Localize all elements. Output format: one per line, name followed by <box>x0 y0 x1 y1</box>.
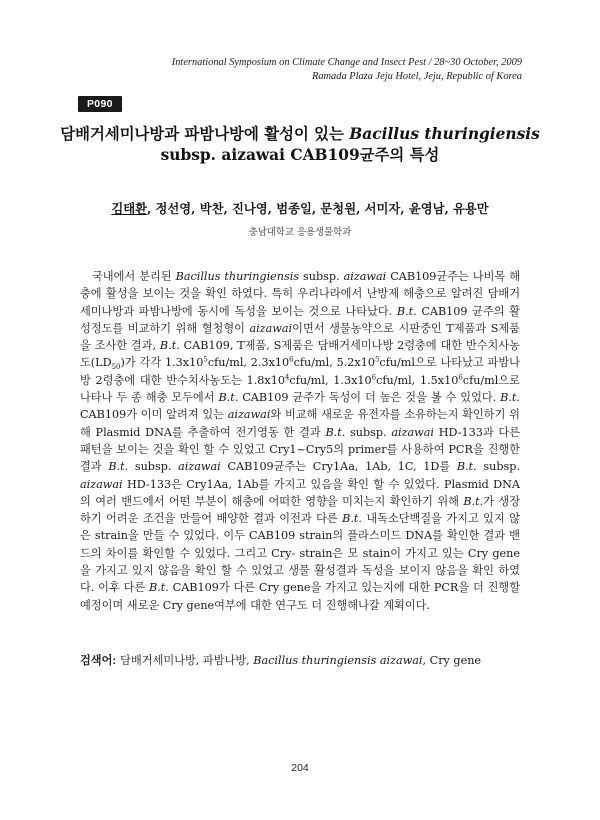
abstract-text-run: 5 <box>203 355 208 364</box>
first-author: 김태환 <box>111 201 147 216</box>
abstract-text-run: 국내에서 분리된 <box>92 270 176 283</box>
abstract-text-run: 6 <box>289 355 294 364</box>
paper-title <box>60 124 540 166</box>
abstract-text-run: CAB109균주는 Cry1Aa, 1Ab, 1C, 1D를 <box>220 460 457 474</box>
abstract-text-run: B.t. <box>149 581 169 595</box>
title-species: Bacillus thuringiensis <box>349 125 540 143</box>
abstract-text-run: aizawai <box>391 425 435 439</box>
abstract-text-run: 5 <box>374 355 380 364</box>
conference-venue: Ramada Plaza Jeju Hotel, Jeju, Republic of Korea <box>312 71 522 82</box>
abstract-text-run: 이면서 생물농약으로 시판중인 T제품과 S제품을 조사한 결과, <box>80 321 520 353</box>
abstract-text-run: subsp. <box>476 460 520 474</box>
keywords-label: 검색어: <box>80 655 117 667</box>
co-authors: , 정선영, 박찬, 진나영, 범종일, 문청원, 서미자, 윤영남, 유용만 <box>146 201 489 216</box>
abstract-body <box>80 268 520 614</box>
abstract-text-run: cfu/ml으로 나타났고 파밤나방 2령충에 대한 반수치사농도는 1.8x10 <box>80 356 520 387</box>
abstract-text-run: subsp. <box>128 460 179 474</box>
conference-header <box>172 56 522 84</box>
abstract-text-run: 와 비교해 새로운 유전자를 소유하는지 확인하기 위해 Plasmid DNA를 추출하여 전기영동 한 결과 <box>80 408 520 439</box>
abstract-text-run: CAB109 균주의 활성정도를 비교하기 위해 혈청형이 <box>80 304 520 335</box>
abstract-text-run: aizawai <box>343 270 387 283</box>
abstract-text-run: B.t. <box>500 391 520 405</box>
title-part: subsp. aizawai CAB109균주의 특성 <box>160 146 440 164</box>
abstract-text-run: Bacillus thuringiensis <box>175 270 300 283</box>
abstract-text-run: aizawai <box>80 477 123 491</box>
abstract-text-run: 4 <box>284 373 290 382</box>
abstract-text-run: HD-133과 다른 패턴을 보이는 것을 확인 할 수 있었고 Cry1~Cry5의 primer를 사용하여 PCR을 진행한 결과 <box>80 425 521 474</box>
abstract-text-run: B.t. <box>463 494 484 508</box>
abstract-text-run: B.t. <box>456 460 477 474</box>
abstract-text-run: B.t. <box>108 460 129 474</box>
abstract-text-run: 내독소단백질을 가지고 있지 않은 strain을 만들 수 있었다. 이두 CAB109 strain의 플라스미드 DNA를 확인한 결과 밴드의 차이를 확인할 수 있었다. 그리고 Cry- strain은 모 stain이 가지고 있는 Cry gene을 가지고 있지 않음을 확인 할 수 있었고 생물 활성결과 독성을 보이지 않음을 확인 하였다. 이후 다른 <box>80 512 520 595</box>
abstract-text-run: 가 생장하기 어려운 조건을 만들어 배양한 결과 이전과 다른 <box>80 494 521 526</box>
abstract-text-run: CAB109균주는 나비목 해충에 활성을 보이는 것을 확인 하였다. 특히 우리나라에서 난방제 해충으로 알려진 담배거세미나방과 파밤나방에 동시에 독성을 보이는 것으로 나타났다. <box>80 270 521 318</box>
abstract-text-run: subsp. <box>299 270 344 283</box>
title-part: 담배거세미나방과 파밤나방에 활성이 있는 <box>60 125 350 143</box>
abstract-text-run: cfu/ml, 2.3x10 <box>207 356 290 370</box>
abstract-text-run: 50 <box>111 363 121 372</box>
abstract-text-run: CAB109가 다른 Cry gene을 가지고 있는지에 대한 PCR을 더 진행할 예정이며 새로운 Cry gene여부에 대한 연구도 더 진행해나갈 계획이다. <box>80 581 520 612</box>
abstract-text-run: B.t. <box>218 391 239 405</box>
abstract-text-run: 6 <box>458 373 463 382</box>
conference-name: International Symposium on Climate Change and Insect Pest / 28~30 October, 2009 <box>171 57 522 68</box>
abstract-text-run: cfu/ml, 1.5x10 <box>376 373 459 387</box>
abstract-text-run: aizawai <box>249 321 293 335</box>
abstract-text-run: B.t. <box>159 339 180 353</box>
abstract-text-run: CAB109가 이미 알려져 있는 <box>80 408 228 422</box>
keywords-text: , Cry gene <box>422 654 482 667</box>
abstract-text-run: cfu/ml으로 나타나 두 종 해충 모두에서 <box>80 373 520 405</box>
abstract-text-run: aizawai <box>227 408 271 422</box>
poster-id-badge: P090 <box>78 96 122 112</box>
abstract-text-run: B.t. <box>396 304 417 318</box>
affiliation: 충남대학교 응용생물학과 <box>248 227 352 238</box>
page-number: 204 <box>291 762 309 774</box>
keywords-text: 담배거세미나방, 파밤나방, <box>120 654 254 667</box>
abstract-text-run: subsp. <box>345 425 392 439</box>
abstract-text-run: )가 각각 1.3x10 <box>120 356 204 370</box>
abstract-text-run: B.t. <box>342 512 362 526</box>
abstract-text-run: CAB109, T제품, S제품은 담배거세미나방 2령충에 대한 반수치사농도(LD <box>80 339 520 370</box>
abstract-text-run: cfu/ml, 1.3x10 <box>289 373 372 387</box>
abstract-text-run: CAB109 균주가 독성이 더 높은 것을 볼 수 있었다. <box>238 391 501 405</box>
keywords <box>80 652 520 668</box>
abstract-text-run: aizawai <box>178 460 221 474</box>
abstract-text-run: HD-133은 Cry1Aa, 1Ab를 가지고 있음을 확인 할 수 있었다. Plasmid DNA의 여러 밴드에서 어떤 부분이 해충에 어떠한 영향을 미치는지 확인하기 위해 <box>80 477 520 508</box>
keywords-species: Bacillus thuringiensis aizawai <box>253 654 423 667</box>
abstract-text-run: B.t. <box>325 425 346 439</box>
author-list <box>60 199 540 217</box>
abstract-text-run: cfu/ml, 5.2x10 <box>293 356 375 370</box>
abstract-text-run: 6 <box>371 373 377 382</box>
